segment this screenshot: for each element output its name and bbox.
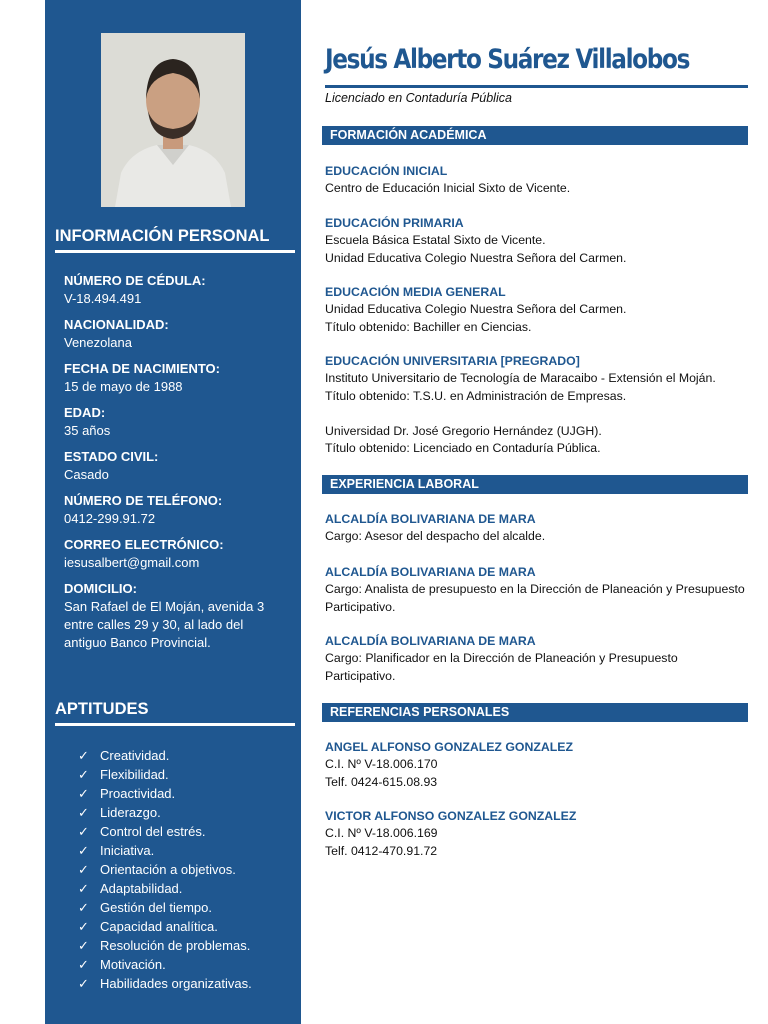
block-line: C.I. Nº V-18.006.169: [325, 826, 438, 841]
skill-item: [78, 803, 252, 822]
block-line: Instituto Universitario de Tecnología de Maracaibo - Extensión el Moján.: [325, 371, 716, 386]
check-icon: ✓: [78, 748, 89, 763]
skill-item: [78, 784, 252, 803]
block-line: Cargo: Planificador en la Dirección de Planeación y Presupuesto Participativo.: [325, 651, 678, 683]
skill-label: Motivación.: [100, 957, 166, 972]
info-item-birthdate: [64, 360, 289, 396]
info-item-id: [64, 272, 289, 308]
block-heading: ALCALDÍA BOLIVARIANA DE MARA: [325, 565, 536, 579]
skill-label: Capacidad analítica.: [100, 919, 218, 934]
profession-subtitle: Licenciado en Contaduría Pública: [325, 91, 512, 105]
info-item-age: [64, 404, 289, 440]
block-heading: ALCALDÍA BOLIVARIANA DE MARA: [325, 634, 536, 648]
education-block: [325, 215, 748, 267]
experience-section-bar: EXPERIENCIA LABORAL: [322, 475, 748, 494]
block-line: Título obtenido: T.S.U. en Administración de Empresas.: [325, 388, 627, 403]
info-label: ESTADO CIVIL:: [64, 449, 159, 464]
skill-item: [78, 955, 252, 974]
block-heading: EDUCACIÓN MEDIA GENERAL: [325, 285, 506, 299]
check-icon: ✓: [78, 862, 89, 877]
info-label: DOMICILIO:: [64, 581, 137, 596]
check-icon: ✓: [78, 843, 89, 858]
skill-label: Adaptabilidad.: [100, 881, 183, 896]
info-value: V-18.494.491: [64, 291, 142, 306]
education-block: [325, 423, 748, 458]
block-line: Unidad Educativa Colegio Nuestra Señora del Carmen.: [325, 302, 627, 317]
skill-item: [78, 917, 252, 936]
skill-item: [78, 879, 252, 898]
info-value: San Rafael de El Moján, avenida 3 entre calles 29 y 30, al lado del antiguo Banco Provincial.: [64, 599, 265, 650]
education-block: [325, 284, 748, 336]
check-icon: ✓: [78, 957, 89, 972]
info-label: NACIONALIDAD:: [64, 317, 169, 332]
block-heading: VICTOR ALFONSO GONZALEZ GONZALEZ: [325, 809, 577, 823]
experience-block: [325, 564, 748, 616]
sidebar: [45, 0, 301, 1024]
block-line: Escuela Básica Estatal Sixto de Vicente.: [325, 233, 546, 248]
info-item-civil-status: [64, 448, 289, 484]
personal-info-list: [64, 272, 289, 660]
skill-label: Proactividad.: [100, 786, 176, 801]
info-label: NÚMERO DE CÉDULA:: [64, 273, 206, 288]
education-block: [325, 163, 748, 198]
skill-item: [78, 746, 252, 765]
person-name: Jesús Alberto Suárez Villalobos: [325, 44, 690, 75]
personal-info-title: INFORMACIÓN PERSONAL: [55, 227, 295, 253]
block-line: Unidad Educativa Colegio Nuestra Señora del Carmen.: [325, 250, 627, 265]
skill-label: Gestión del tiempo.: [100, 900, 213, 915]
check-icon: ✓: [78, 938, 89, 953]
block-line: Cargo: Analista de presupuesto en la Dirección de Planeación y Presupuesto Participativo.: [325, 582, 745, 614]
skill-item: [78, 898, 252, 917]
info-label: CORREO ELECTRÓNICO:: [64, 537, 224, 552]
info-label: EDAD:: [64, 405, 106, 420]
skill-item: [78, 822, 252, 841]
info-label: FECHA DE NACIMIENTO:: [64, 361, 220, 376]
block-line: Cargo: Asesor del despacho del alcalde.: [325, 529, 546, 544]
block-heading: EDUCACIÓN PRIMARIA: [325, 216, 464, 230]
block-line: Telf. 0412-470.91.72: [325, 843, 438, 858]
skill-label: Orientación a objetivos.: [100, 862, 236, 877]
check-icon: ✓: [78, 824, 89, 839]
skill-label: Liderazgo.: [100, 805, 161, 820]
skill-label: Control del estrés.: [100, 824, 206, 839]
block-heading: EDUCACIÓN UNIVERSITARIA [PREGRADO]: [325, 354, 580, 368]
check-icon: ✓: [78, 919, 89, 934]
block-line: Título obtenido: Licenciado en Contaduría Pública.: [325, 441, 601, 456]
skill-item: [78, 860, 252, 879]
block-line: Título obtenido: Bachiller en Ciencias.: [325, 319, 532, 334]
education-section-bar: FORMACIÓN ACADÉMICA: [322, 126, 748, 145]
skill-item: [78, 936, 252, 955]
references-section-bar: REFERENCIAS PERSONALES: [322, 703, 748, 722]
person-portrait-icon: [101, 33, 245, 207]
check-icon: ✓: [78, 786, 89, 801]
check-icon: ✓: [78, 881, 89, 896]
block-heading: ANGEL ALFONSO GONZALEZ GONZALEZ: [325, 740, 573, 754]
experience-block: [325, 511, 748, 546]
skill-label: Habilidades organizativas.: [100, 976, 252, 991]
block-line: C.I. Nº V-18.006.170: [325, 757, 438, 772]
skill-item: [78, 974, 252, 993]
block-heading: EDUCACIÓN INICIAL: [325, 164, 448, 178]
skill-item: [78, 841, 252, 860]
skills-title: APTITUDES: [55, 700, 295, 726]
block-line: Universidad Dr. José Gregorio Hernández (UJGH).: [325, 424, 602, 438]
info-item-address: [64, 580, 289, 652]
info-value: iesusalbert@gmail.com: [64, 555, 200, 570]
info-value: Casado: [64, 467, 109, 482]
skills-list: [78, 746, 252, 993]
check-icon: ✓: [78, 900, 89, 915]
education-block: [325, 353, 748, 405]
skill-label: Resolución de problemas.: [100, 938, 251, 953]
info-value: 15 de mayo de 1988: [64, 379, 183, 394]
profile-photo: [101, 33, 245, 207]
skill-label: Flexibilidad.: [100, 767, 169, 782]
info-item-phone: [64, 492, 289, 528]
skill-label: Iniciativa.: [100, 843, 155, 858]
info-value: Venezolana: [64, 335, 132, 350]
block-heading: ALCALDÍA BOLIVARIANA DE MARA: [325, 512, 536, 526]
check-icon: ✓: [78, 805, 89, 820]
block-line: Telf. 0424-615.08.93: [325, 774, 438, 789]
name-underline: [325, 85, 748, 88]
info-label: NÚMERO DE TELÉFONO:: [64, 493, 223, 508]
reference-block: [325, 739, 748, 791]
info-value: 35 años: [64, 423, 111, 438]
info-item-email: [64, 536, 289, 572]
experience-block: [325, 633, 748, 685]
block-line: Centro de Educación Inicial Sixto de Vicente.: [325, 181, 571, 196]
check-icon: ✓: [78, 767, 89, 782]
skill-item: [78, 765, 252, 784]
info-item-nationality: [64, 316, 289, 352]
skill-label: Creatividad.: [100, 748, 170, 763]
reference-block: [325, 808, 748, 860]
info-value: 0412-299.91.72: [64, 511, 156, 526]
check-icon: ✓: [78, 976, 89, 991]
